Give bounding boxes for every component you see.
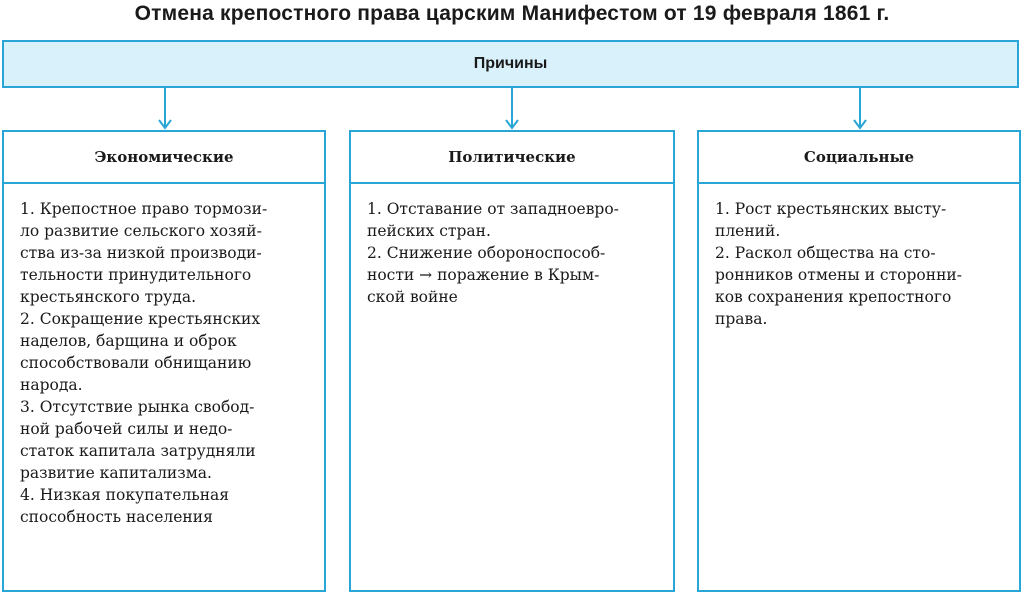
causes-box xyxy=(2,40,1019,88)
text-line: статок капитала затрудняли xyxy=(20,442,256,460)
text-line: 2. Снижение обороноспособ- xyxy=(367,244,606,262)
column-header-economic: Экономические xyxy=(4,132,324,184)
text-line: 2. Раскол общества на сто- xyxy=(715,244,936,262)
text-line: крестьянского труда. xyxy=(20,288,196,306)
column-body-political xyxy=(351,184,673,308)
text-line: 1. Отставание от западноевро- xyxy=(367,200,619,218)
text-line: права. xyxy=(715,310,768,328)
column-body-social xyxy=(699,184,1019,330)
text-line: ло развитие сельского хозяй- xyxy=(20,222,262,240)
text-line: ства из-за низкой производи- xyxy=(20,244,262,262)
causes-label: Причины xyxy=(473,55,548,72)
column-political xyxy=(349,130,675,592)
text-line: тельности принудительного xyxy=(20,266,252,284)
text-line: пейских стран. xyxy=(367,222,491,240)
arrow-economic xyxy=(155,88,175,130)
text-line: способствовали обнищанию xyxy=(20,354,252,372)
text-line: способность населения xyxy=(20,508,213,526)
text-line: 4. Низкая покупательная xyxy=(20,486,230,504)
text-line: 1. Крепостное право тормози- xyxy=(20,200,268,218)
diagram-title: Отмена крепостного права царским Манифестом от 19 февраля 1861 г. xyxy=(134,2,890,25)
column-economic xyxy=(2,130,326,592)
text-line: ности → поражение в Крым- xyxy=(367,266,600,284)
text-line: наделов, барщина и оброк xyxy=(20,332,237,350)
column-social xyxy=(697,130,1021,592)
text-line: 3. Отсутствие рынка свобод- xyxy=(20,398,255,416)
column-body-economic xyxy=(4,184,324,528)
text-line: 2. Сокращение крестьянских xyxy=(20,310,261,328)
text-line: ской войне xyxy=(367,288,458,306)
column-header-political: Политические xyxy=(351,132,673,184)
text-line: развитие капитализма. xyxy=(20,464,212,482)
column-header-social: Социальные xyxy=(699,132,1019,184)
arrow-political xyxy=(502,88,522,130)
text-line: ной рабочей силы и недо- xyxy=(20,420,233,438)
text-line: ронников отмены и сторонни- xyxy=(715,266,962,284)
text-line: ков сохранения крепостного xyxy=(715,288,952,306)
text-line: народа. xyxy=(20,376,83,394)
arrow-social xyxy=(850,88,870,130)
text-line: 1. Рост крестьянских высту- xyxy=(715,200,947,218)
text-line: плений. xyxy=(715,222,781,240)
